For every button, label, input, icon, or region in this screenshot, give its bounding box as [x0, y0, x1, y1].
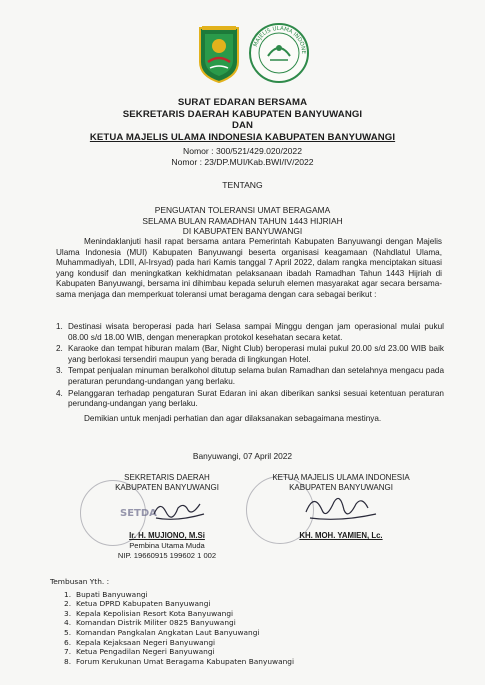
- signatory-title: KABUPATEN BANYUWANGI: [115, 483, 219, 492]
- signatory-name: KH. MOH. YAMIEN, Lc.: [299, 531, 383, 540]
- list-text: Ketua Pengadilan Negeri Banyuwangi: [76, 647, 215, 657]
- list-number: 6.: [64, 637, 72, 647]
- signatory-title: SEKRETARIS DAERAH: [124, 473, 210, 482]
- list-item: [56, 344, 444, 365]
- directive-list: [56, 322, 444, 411]
- list-number: 4.: [64, 618, 72, 628]
- list-text: Tempat penjualan minuman beralkohol ditutup selama bulan Ramadhan dan setelahnya mengacu pada peraturan perundang-undangan yang berlaku.: [68, 366, 444, 386]
- mui-seal-icon: [248, 22, 310, 84]
- reference-number: Nomor : 300/521/429.020/2022: [183, 146, 302, 156]
- title-line: KETUA MAJELIS ULAMA INDONESIA KABUPATEN BANYUWANGI: [89, 131, 396, 143]
- list-item: [56, 366, 444, 387]
- list-number: 3.: [64, 608, 72, 618]
- letter-title: [0, 97, 485, 167]
- list-item: [64, 657, 294, 667]
- list-number: 1.: [64, 589, 72, 599]
- list-text: Komandan Pangkalan Angkatan Laut Banyuwangi: [76, 627, 260, 637]
- list-number: 7.: [64, 647, 72, 657]
- list-number: 5.: [64, 627, 72, 637]
- list-text: Forum Kerukunan Umat Beragama Kabupaten Banyuwangi: [76, 656, 295, 666]
- tembusan-section: [50, 577, 294, 666]
- signatory-nip: NIP. 19660915 199602 1 002: [117, 551, 217, 560]
- list-item: [64, 638, 294, 648]
- title-line: SURAT EDARAN BERSAMA: [177, 97, 308, 108]
- signatory-title: KABUPATEN BANYUWANGI: [289, 483, 393, 492]
- signatory-right: [256, 473, 426, 541]
- list-item: [64, 599, 294, 609]
- reference-number: Nomor : 23/DP.MUI/Kab.BWI/IV/2022: [171, 156, 314, 167]
- list-item: [64, 628, 294, 638]
- list-item: [64, 590, 294, 600]
- list-text: Kepala Kepolisian Resort Kota Banyuwangi: [76, 608, 234, 618]
- list-number: 2.: [56, 344, 63, 354]
- list-number: 1.: [56, 322, 63, 331]
- subject-line: DI KABUPATEN BANYUWANGI: [182, 226, 303, 236]
- list-number: 3.: [56, 366, 63, 376]
- signatory-title: KETUA MAJELIS ULAMA INDONESIA: [272, 473, 410, 482]
- stamp-text: SETDA: [120, 508, 157, 519]
- tembusan-list: [64, 590, 294, 667]
- list-item: [64, 647, 294, 657]
- mui-seal-text: MAJELIS ULAMA INDONE: [252, 25, 307, 55]
- tentang-label: TENTANG: [222, 180, 263, 190]
- list-number: 4.: [56, 388, 63, 398]
- letter-subject: [0, 205, 485, 237]
- list-number: 2.: [64, 599, 72, 609]
- list-number: 8.: [64, 656, 72, 666]
- list-item: [64, 609, 294, 619]
- list-item: [56, 389, 444, 410]
- list-item: [56, 322, 444, 343]
- intro-paragraph: Menindaklanjuti hasil rapat bersama antara Pemerintah Kabupaten Banyuwangi dengan Majelis Ulama Indonesia (MUI) Kabupaten Banyuwangi beserta organisasi keagamaan (Nahdlatul Ulama, Muhammadiyah, LDII, Al-Irsyad) pada hari Kamis tanggal 7 April 2022, dalam rangka menciptakan situasi yang kondusif dan meningkatkan kekhidmatan pelaksanaan ibadah Ramadhan Tahun 1443 Hijriah di Kabupaten Banyuwangi, bersama ini dihimbau kepada seluruh elemen masyarakat agar secara bersama-sama menjaga dan memperkuat toleransi umat beragama dengan cara sebagai berikut :: [56, 237, 442, 299]
- banyuwangi-regency-emblem-icon: [196, 24, 242, 84]
- list-text: Pelanggaran terhadap pengaturan Surat Edaran ini akan diberikan sanksi sesuai ketentuan peraturan perundang-undangan yang berlaku.: [68, 388, 444, 409]
- list-text: Bupati Banyuwangi: [76, 589, 148, 599]
- place-date: Banyuwangi, 07 April 2022: [192, 451, 293, 461]
- subject-line: PENGUATAN TOLERANSI UMAT BERAGAMA: [154, 205, 331, 215]
- closing-paragraph: Demikian untuk menjadi perhatian dan agar dilaksanakan sebagaimana mestinya.: [84, 414, 382, 423]
- title-line: DAN: [231, 120, 254, 131]
- title-line: SEKRETARIS DAERAH KABUPATEN BANYUWANGI: [122, 108, 363, 120]
- list-text: Karaoke dan tempat hiburan malam (Bar, Night Club) beroperasi mulai pukul 20.00 s/d 23.00 WIB baik yang berlokasi tersendiri maupun yang berada di lingkungan Hotel.: [68, 344, 444, 364]
- signatory-rank: Pembina Utama Muda: [129, 541, 205, 550]
- signatory-name: Ir. H. MUJIONO, M.Si: [129, 531, 205, 540]
- list-text: Kepala Kejaksaan Negeri Banyuwangi: [76, 637, 216, 647]
- list-text: Komandan Distrik Militer 0825 Banyuwangi: [76, 618, 236, 628]
- subject-line: SELAMA BULAN RAMADHAN TAHUN 1443 HIJRIAH: [142, 215, 343, 226]
- signatory-left: [92, 473, 242, 561]
- letterhead-logos: [0, 18, 485, 88]
- tembusan-heading: Tembusan Yth. :: [50, 577, 110, 586]
- list-text: Destinasi wisata beroperasi pada hari Selasa sampai Minggu dengan jam operasional mulai pukul 08.00 s/d 18.00 WIB, dengan menerapkan protokol kesehatan secara ketat.: [68, 322, 444, 342]
- list-text: Ketua DPRD Kabupaten Banyuwangi: [76, 599, 211, 609]
- list-item: [64, 618, 294, 628]
